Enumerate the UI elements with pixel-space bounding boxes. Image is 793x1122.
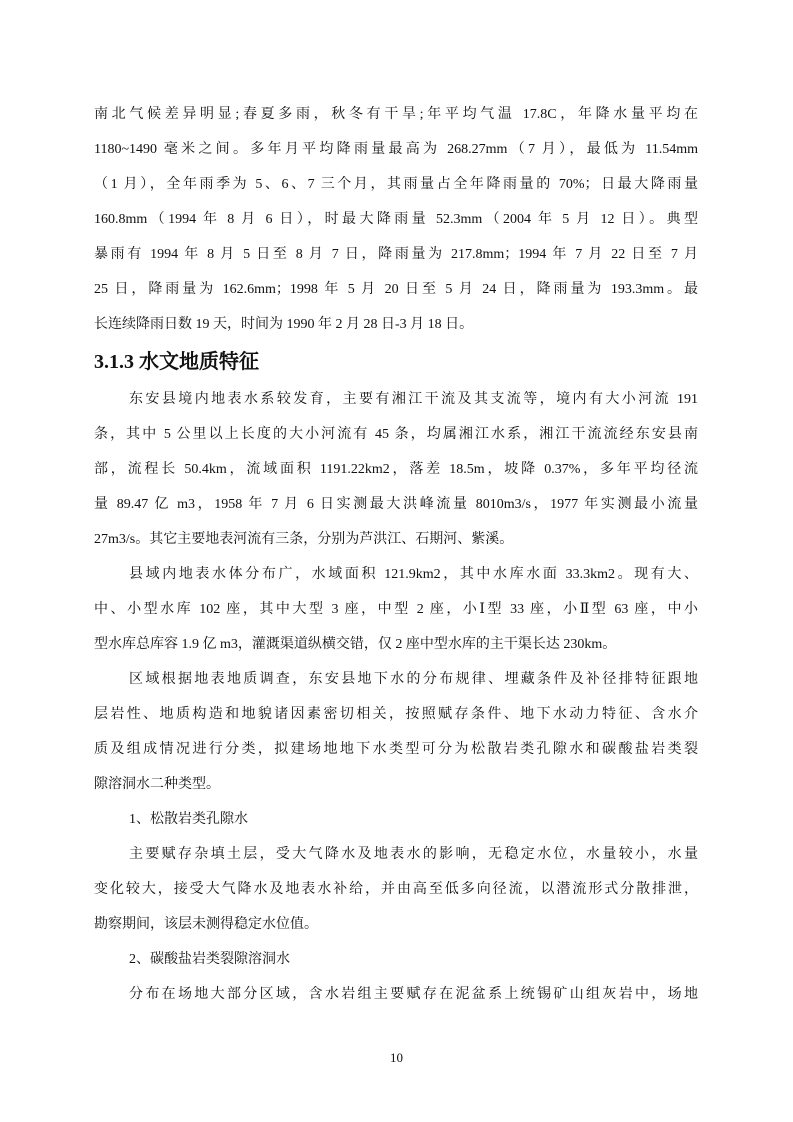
- paragraph-groundwater: [94, 662, 698, 802]
- body-line: 型水库总库容 1.9 亿 m3，灌溉渠道纵横交错，仅 2 座中型水库的主干渠长达 230km。: [94, 637, 617, 652]
- body-line: 县域内地表水体分布广，水域面积 121.9km2，其中水库水面 33.3km2。现有大、: [129, 567, 698, 582]
- intro-paragraph: [94, 97, 698, 342]
- body-line: 暴雨有 1994 年 8 月 5 日至 8 月 7 日，降雨量为 217.8mm；1994 年 7 月 22 日至 7 月: [94, 247, 698, 262]
- body-line: 南北气候差异明显;春夏多雨，秋冬有干旱;年平均气温 17.8C，年降水量平均在: [94, 107, 698, 122]
- paragraph-surface-water: [94, 382, 698, 557]
- body-line: 质及组成情况进行分类，拟建场地地下水类型可分为松散岩类孔隙水和碳酸盐岩类裂: [94, 742, 698, 757]
- page-body: [94, 97, 698, 1012]
- section-heading: 3.1.3 水文地质特征: [94, 351, 259, 373]
- list-item-karst-water: 2、碳酸盐岩类裂隙溶洞水: [129, 952, 290, 967]
- body-line: 部，流程长 50.4km，流域面积 1191.22km2，落差 18.5m，坡降 0.37%，多年平均径流: [94, 462, 698, 477]
- body-line: （1 月），全年雨季为 5、6、7 三个月，其雨量占全年降雨量的 70%；日最大降雨量: [94, 177, 698, 192]
- body-line: 变化较大，接受大气降水及地表水补给，并由高至低多向径流，以潜流形式分散排泄，: [94, 882, 698, 897]
- body-line: 160.8mm（1994 年 8 月 6 日），时最大降雨量 52.3mm（2004 年 5 月 12 日）。典型: [94, 212, 698, 227]
- list-item-pore-water: 1、松散岩类孔隙水: [129, 812, 248, 827]
- body-line: 长连续降雨日数 19 天，时间为 1990 年 2 月 28 日-3 月 18 日。: [94, 317, 474, 332]
- body-line: 区域根据地表地质调查，东安县地下水的分布规律、埋藏条件及补径排特征跟地: [129, 672, 698, 687]
- body-line: 勘察期间，该层未测得稳定水位值。: [94, 917, 318, 932]
- body-line: 层岩性、地质构造和地貌诸因素密切相关，按照赋存条件、地下水动力特征、含水介: [94, 707, 698, 722]
- body-line: 分布在场地大部分区域，含水岩组主要赋存在泥盆系上统锡矿山组灰岩中，场地: [129, 987, 698, 1002]
- page-number: 10: [390, 1050, 403, 1065]
- body-line: 隙溶洞水二种类型。: [94, 777, 220, 792]
- body-line: 25 日，降雨量为 162.6mm；1998 年 5 月 20 日至 5 月 24 日，降雨量为 193.3mm。最: [94, 282, 698, 297]
- body-line: 东安县境内地表水系较发育，主要有湘江干流及其支流等，境内有大小河流 191: [129, 392, 698, 407]
- body-line: 量 89.47 亿 m3，1958 年 7 月 6 日实测最大洪峰流量 8010m3/s，1977 年实测最小流量: [94, 497, 698, 512]
- body-line: 27m3/s。其它主要地表河流有三条，分别为芦洪江、石期河、紫溪。: [94, 532, 514, 547]
- paragraph-pore-water: [94, 837, 698, 942]
- body-line: 条，其中 5 公里以上长度的大小河流有 45 条，均属湘江水系，湘江干流流经东安县南: [94, 427, 698, 442]
- body-line: 1180~1490 毫米之间。多年月平均降雨量最高为 268.27mm（7 月），最低为 11.54mm: [94, 142, 698, 157]
- body-line: 中、小型水库 102 座，其中大型 3 座，中型 2 座，小Ⅰ型 33 座，小Ⅱ型 63 座，中小: [94, 602, 698, 617]
- paragraph-karst-water: [94, 977, 698, 1012]
- paragraph-reservoirs: [94, 557, 698, 662]
- body-line: 主要赋存杂填土层，受大气降水及地表水的影响，无稳定水位，水量较小，水量: [129, 847, 698, 862]
